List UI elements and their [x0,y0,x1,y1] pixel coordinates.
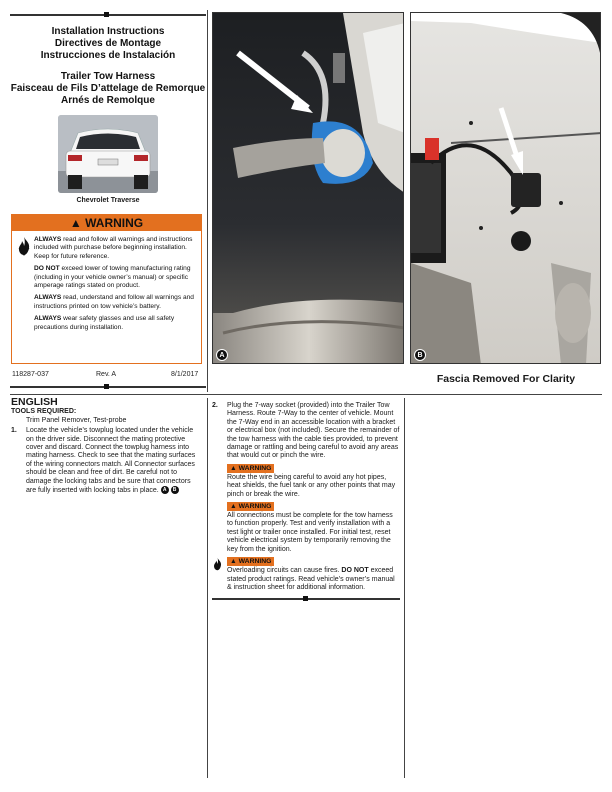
warning-item: DO NOT exceed lower of towing manufacturing rating (including in your vehicle owner’s manual) or specific amperage ratings stated on product. [34,265,191,290]
step-1 [11,427,201,495]
fire-hazard-icon [212,557,223,571]
language-heading: ENGLISH [11,396,58,408]
header-divider [207,10,208,392]
column-2-end-marker [303,596,308,601]
column-1 [11,398,201,495]
part-number: 118287-037 [12,371,49,378]
inline-warning-2: ▲ WARNING [227,502,274,511]
photo-b-caption: Fascia Removed For Clarity [436,373,576,385]
inline-warning-3: ▲ WARNING [227,557,274,566]
photo-ref-a-badge: A [161,486,169,494]
inline-warning-1-text: Route the wire being careful to avoid any hot pipes, heat shields, the fuel tank or any other points that may pinch or break the wire. [227,473,396,498]
column-divider-2 [404,398,405,778]
photo-b [410,12,601,364]
column-divider-1 [207,398,208,778]
tools-list: Trim Panel Remover, Test-probe [26,416,127,424]
warning-header [12,215,201,231]
inline-warning-3-text: Overloading circuits can cause fires. DO NOT exceed stated product ratings. Read vehicle’s owner’s manual & instruction sheet for additional information. [227,567,395,591]
step-2 [212,402,400,592]
fire-hazard-icon [16,236,32,256]
title-spanish: Instrucciones de Instalación [40,50,176,61]
revision: Rev. A [96,371,117,378]
step-1-text: Locate the vehicle’s towplug located under the vehicle on the driver side. Disconnect the mating protective cover and discard. Connect the towplug harness into mating harness. Check to see that the mating surfaces of the wiring connectors match. All Connector surfaces should be clean and free of dirt. Be careful not to damage the locking tabs and be sure that connectors are fully inserted with locking tabs in place. [26,427,196,494]
vehicle-image [58,115,158,193]
warning-items [34,236,200,336]
photo-ref-b-badge: B [171,486,179,494]
product-french: Faisceau de Fils D’attelage de Remorque [10,83,206,94]
warning-title: WARNING [85,216,144,230]
step-1-number: 1. [11,427,17,435]
product-english: Trailer Tow Harness [60,71,156,82]
top-rule-marker [104,12,109,17]
photo-a [212,12,404,364]
warning-triangle-icon: ▲ [69,216,86,230]
footer-rule-marker [104,384,109,389]
step-2-number: 2. [212,402,218,409]
step-2-text: Plug the 7-way socket (provided) into the Trailer Tow Harness. Route 7-Way to the center of vehicle. Mount the 7-Way end in an accessible location with a bracket or electrical box (not included). Secure the remainder of the tow harness with the cable ties provided, to prevent damage or rattling and being careful to avoid any areas that would cut or pinch the wire. [227,402,400,460]
warning-item: ALWAYS read and follow all warnings and instructions included with purchase before beginning installation. Keep for future reference. [34,236,193,260]
column-2 [212,402,400,599]
vehicle-caption: Chevrolet Traverse [76,197,140,204]
inline-warning-1: ▲ WARNING [227,464,274,473]
tools-required-label: TOOLS REQUIRED: [11,408,77,416]
photo-b-badge: B [414,349,426,361]
warning-item: ALWAYS wear safety glasses and use all safety precautions during installation. [34,315,175,331]
doc-date: 8/1/2017 [171,371,199,378]
section-rule [10,394,602,395]
title-english: Installation Instructions [51,26,165,37]
photo-a-badge: A [216,349,228,361]
warning-item: ALWAYS read, understand and follow all warnings and instructions printed on tow vehicle’s battery. [34,294,194,310]
product-spanish: Arnés de Remolque [61,95,155,106]
title-french: Directives de Montage [54,38,162,49]
header-titles [10,26,206,107]
warning-box [11,214,202,364]
inline-warning-2-text: All connections must be complete for the tow harness to function properly. Test and verify installation with a test light or trailer once installed. For initial test, reset vehicle electrical system by temporarily removing the key from the ignition. [227,512,393,553]
